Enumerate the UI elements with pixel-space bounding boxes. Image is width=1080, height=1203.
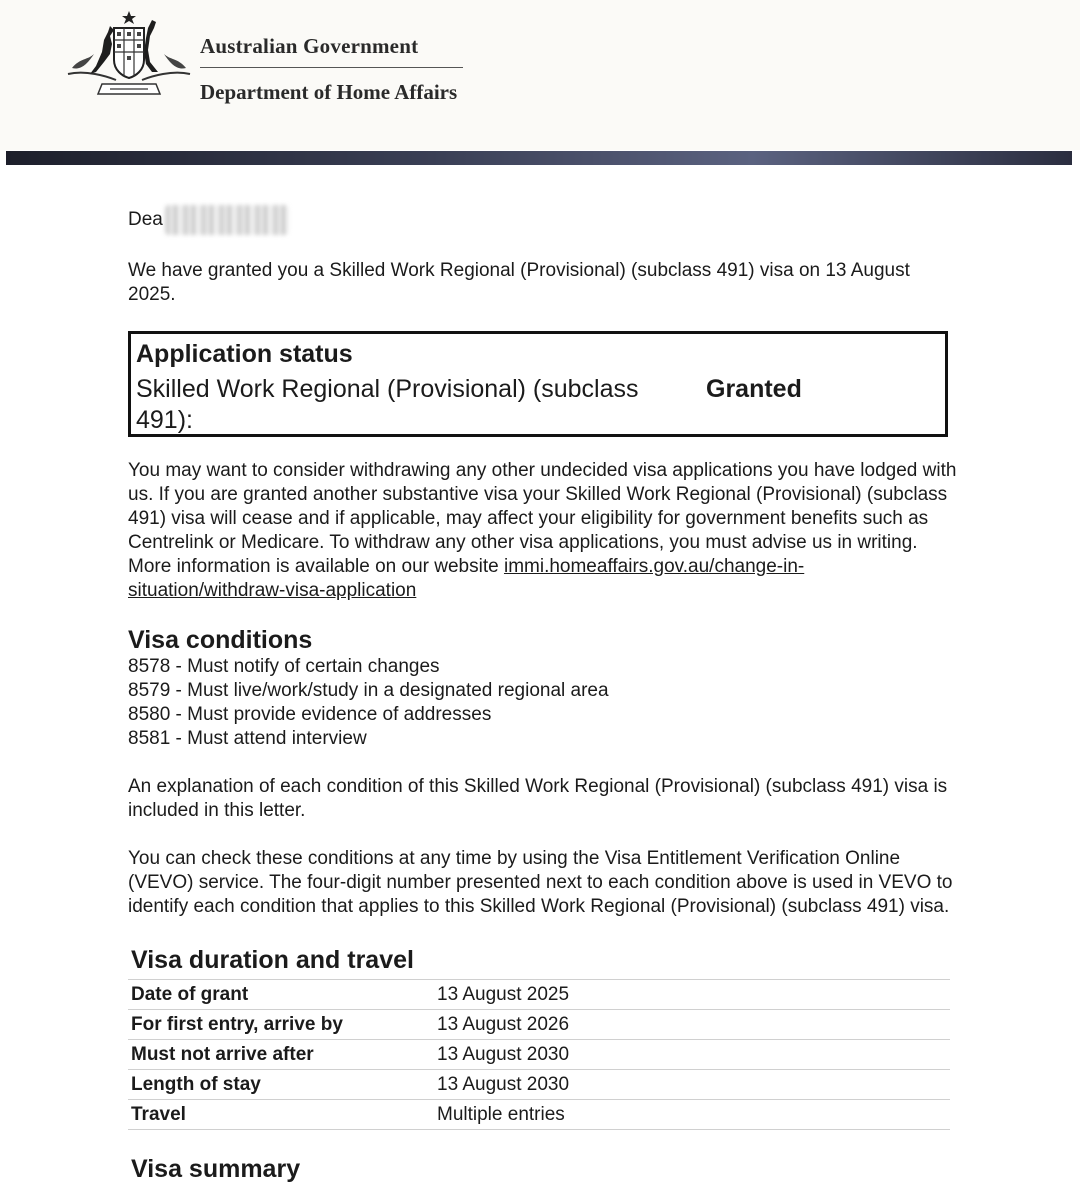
row-value: 13 August 2030 — [434, 1070, 950, 1100]
row-value: 13 August 2025 — [434, 980, 950, 1010]
government-name: Australian Government — [200, 34, 419, 58]
withdraw-paragraph — [128, 459, 958, 603]
letterhead — [0, 0, 1080, 150]
salutation-text: Dea — [128, 209, 163, 230]
redacted-name — [165, 205, 289, 235]
row-value: 13 August 2026 — [434, 1010, 950, 1040]
status-title: Application status — [136, 340, 353, 368]
table-row — [128, 1070, 950, 1100]
australian-coat-of-arms-icon — [66, 10, 192, 102]
row-label: For first entry, arrive by — [128, 1010, 434, 1040]
row-value: Multiple entries — [434, 1100, 950, 1130]
department-name: Department of Home Affairs — [200, 80, 458, 104]
grant-intro: We have granted you a Skilled Work Regional (Provisional) (subclass 491) visa on 13 August 2025. — [128, 260, 910, 305]
status-visa-label: Skilled Work Regional (Provisional) (subclass 491): — [136, 375, 639, 434]
table-row — [128, 1040, 950, 1070]
duration-heading: Visa duration and travel — [131, 946, 414, 974]
duration-table — [128, 979, 950, 1130]
table-row — [128, 980, 950, 1010]
application-status-box — [128, 331, 948, 437]
condition-item: 8579 - Must live/work/study in a designated regional area — [128, 680, 609, 701]
row-label: Must not arrive after — [128, 1040, 434, 1070]
condition-item: 8578 - Must notify of certain changes — [128, 656, 440, 677]
condition-item: 8581 - Must attend interview — [128, 728, 367, 749]
letterhead-divider — [200, 67, 463, 68]
table-row — [128, 1010, 950, 1040]
row-label: Date of grant — [128, 980, 434, 1010]
salutation — [128, 200, 958, 240]
condition-item: 8580 - Must provide evidence of addresses — [128, 704, 492, 725]
status-value: Granted — [706, 375, 802, 403]
withdraw-link[interactable]: immi.homeaffairs.gov.au/change-in-situation/withdraw-visa-application — [128, 556, 805, 601]
conditions-explanation: An explanation of each condition of this Skilled Work Regional (Provisional) (subclass 491) visa is included in this letter. — [128, 776, 948, 821]
withdraw-text: You may want to consider withdrawing any other undecided visa applications you have lodged with us. If you are granted another substantive visa your Skilled Work Regional (Provisional) (subclass 491) visa will cease and if applicable, may affect your eligibility for government benefits such as Centrelink or Medicare. To withdraw any other visa applications, you must advise us in writing. More information is available on our website — [128, 460, 957, 577]
table-row — [128, 1100, 950, 1130]
row-value: 13 August 2030 — [434, 1040, 950, 1070]
vevo-paragraph: You can check these conditions at any time by using the Visa Entitlement Verification Online (VEVO) service. The four-digit number presented next to each condition above is used in VEVO to identify each condition that applies to this Skilled Work Regional (Provisional) (subclass 491) visa. — [128, 848, 953, 917]
conditions-list — [128, 655, 958, 751]
row-label: Length of stay — [128, 1070, 434, 1100]
header-band — [6, 151, 1072, 165]
summary-heading: Visa summary — [131, 1155, 301, 1183]
row-label: Travel — [128, 1100, 434, 1130]
letter-body — [128, 200, 958, 1184]
conditions-heading: Visa conditions — [128, 626, 313, 654]
